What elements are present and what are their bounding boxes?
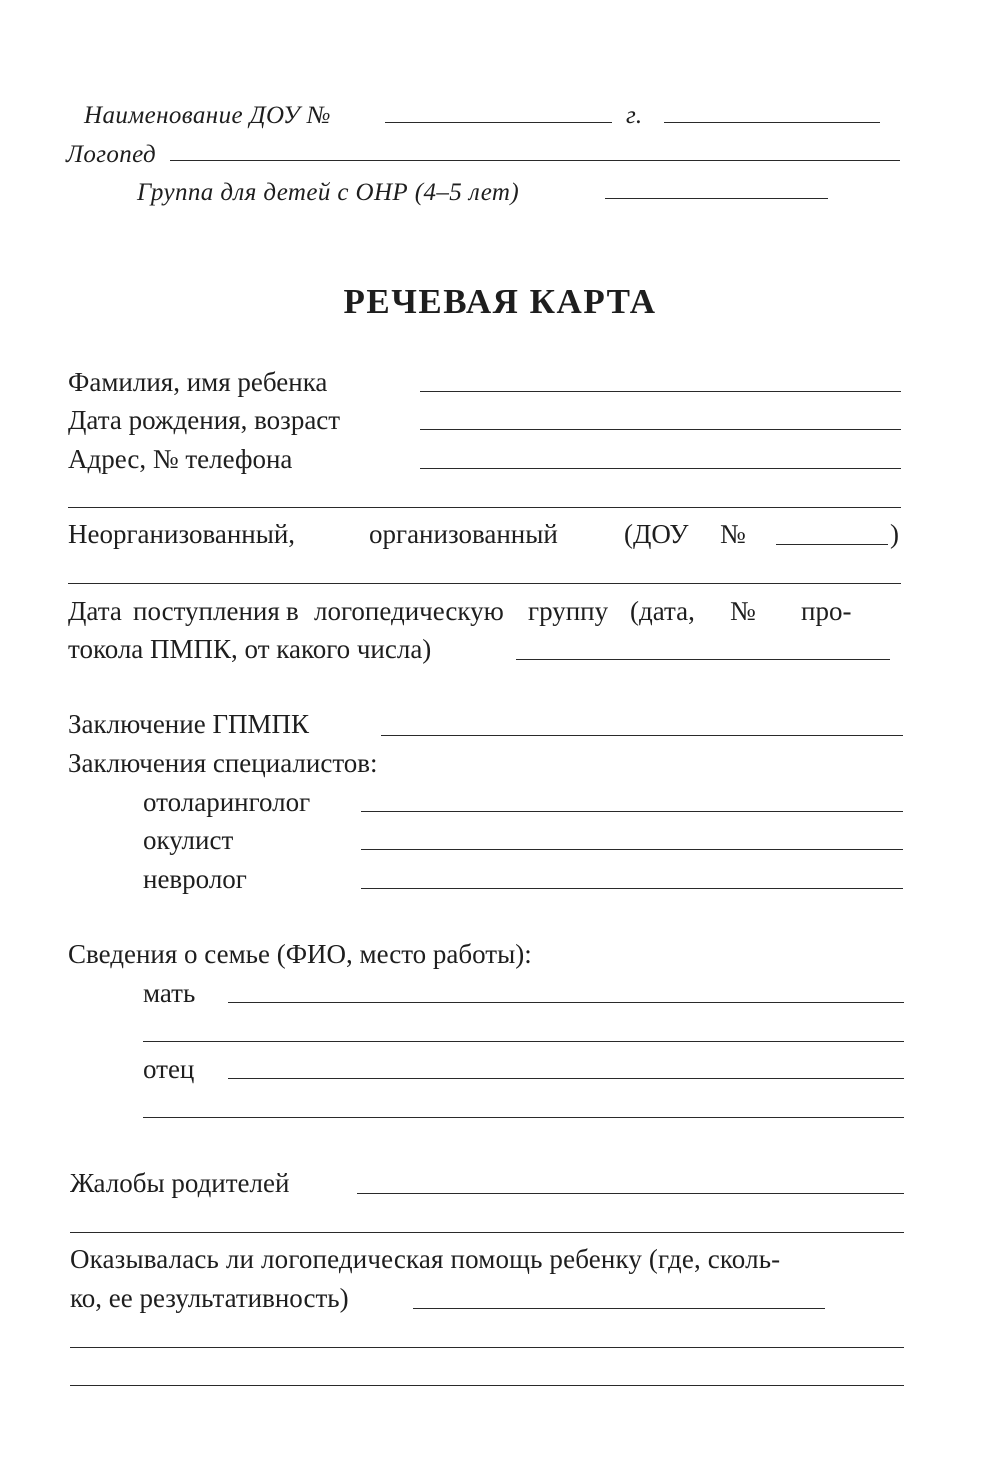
mother-field[interactable] bbox=[228, 1002, 904, 1003]
mother-label: мать bbox=[143, 978, 196, 1008]
neurologist-label: невролог bbox=[143, 864, 247, 894]
help-field[interactable] bbox=[413, 1308, 825, 1309]
number-sign: № bbox=[720, 519, 746, 549]
organization-extra-field[interactable] bbox=[68, 583, 901, 584]
family-label: Сведения о семье (ФИО, место работы): bbox=[68, 939, 532, 969]
dou-name-label: Наименование ДОУ № bbox=[84, 102, 331, 129]
help-field-continued-2[interactable] bbox=[70, 1385, 904, 1386]
father-label: отец bbox=[143, 1054, 195, 1084]
admission-word: (дата, bbox=[630, 596, 695, 626]
mother-field-continued[interactable] bbox=[143, 1041, 904, 1042]
complaints-label: Жалобы родителей bbox=[70, 1168, 290, 1198]
page-title: РЕЧЕВАЯ КАРТА bbox=[343, 282, 657, 321]
organized-dou-number-field[interactable] bbox=[776, 544, 888, 545]
specialists-label: Заключения специалистов: bbox=[68, 748, 378, 778]
address-field-continued[interactable] bbox=[68, 507, 901, 508]
unorganized-word: Неорганизованный, bbox=[68, 519, 296, 549]
dou-number-field[interactable] bbox=[385, 122, 612, 123]
gpmpk-label: Заключение ГПМПК bbox=[68, 709, 310, 739]
birth-date-field[interactable] bbox=[420, 429, 901, 430]
father-field[interactable] bbox=[228, 1078, 904, 1079]
admission-line-2: токола ПМПК, от какого числа) bbox=[68, 634, 432, 664]
group-label: Группа для детей с ОНР (4–5 лет) bbox=[137, 179, 520, 206]
admission-word: группу bbox=[528, 596, 609, 626]
neurologist-field[interactable] bbox=[361, 888, 903, 889]
gpmpk-field[interactable] bbox=[381, 735, 903, 736]
child-name-label: Фамилия, имя ребенка bbox=[68, 367, 328, 397]
ent-field[interactable] bbox=[361, 811, 903, 812]
organized-word: организованный bbox=[369, 519, 558, 549]
admission-line-1 bbox=[68, 598, 903, 628]
address-label: Адрес, № телефона bbox=[68, 444, 293, 474]
city-label: г. bbox=[626, 102, 643, 129]
admission-word: поступления bbox=[133, 596, 280, 626]
ophthalmologist-field[interactable] bbox=[361, 849, 903, 850]
admission-word: про- bbox=[801, 596, 852, 626]
admission-word: логопедическую bbox=[314, 596, 504, 626]
admission-date-field[interactable] bbox=[516, 659, 890, 660]
ophthalmologist-label: окулист bbox=[143, 825, 234, 855]
admission-word: № bbox=[730, 596, 756, 626]
birth-date-label: Дата рождения, возраст bbox=[68, 405, 341, 435]
city-field[interactable] bbox=[664, 122, 880, 123]
admission-word: Дата bbox=[68, 596, 122, 626]
address-field[interactable] bbox=[420, 468, 901, 469]
complaints-field[interactable] bbox=[357, 1193, 904, 1194]
group-field[interactable] bbox=[605, 198, 828, 199]
dou-paren-word: (ДОУ bbox=[624, 519, 689, 549]
ent-label: отоларинголог bbox=[143, 787, 311, 817]
close-paren: ) bbox=[890, 519, 899, 549]
child-name-field[interactable] bbox=[420, 391, 901, 392]
speech-therapist-field[interactable] bbox=[170, 160, 900, 161]
help-line-2: ко, ее результативность) bbox=[70, 1283, 349, 1313]
admission-word: в bbox=[286, 596, 299, 626]
father-field-continued[interactable] bbox=[143, 1117, 904, 1118]
help-line-1: Оказывалась ли логопедическая помощь ребенку (где, сколь- bbox=[70, 1244, 781, 1274]
speech-therapist-label: Логопед bbox=[66, 141, 157, 168]
complaints-field-continued[interactable] bbox=[70, 1232, 904, 1233]
help-field-continued-1[interactable] bbox=[70, 1347, 904, 1348]
